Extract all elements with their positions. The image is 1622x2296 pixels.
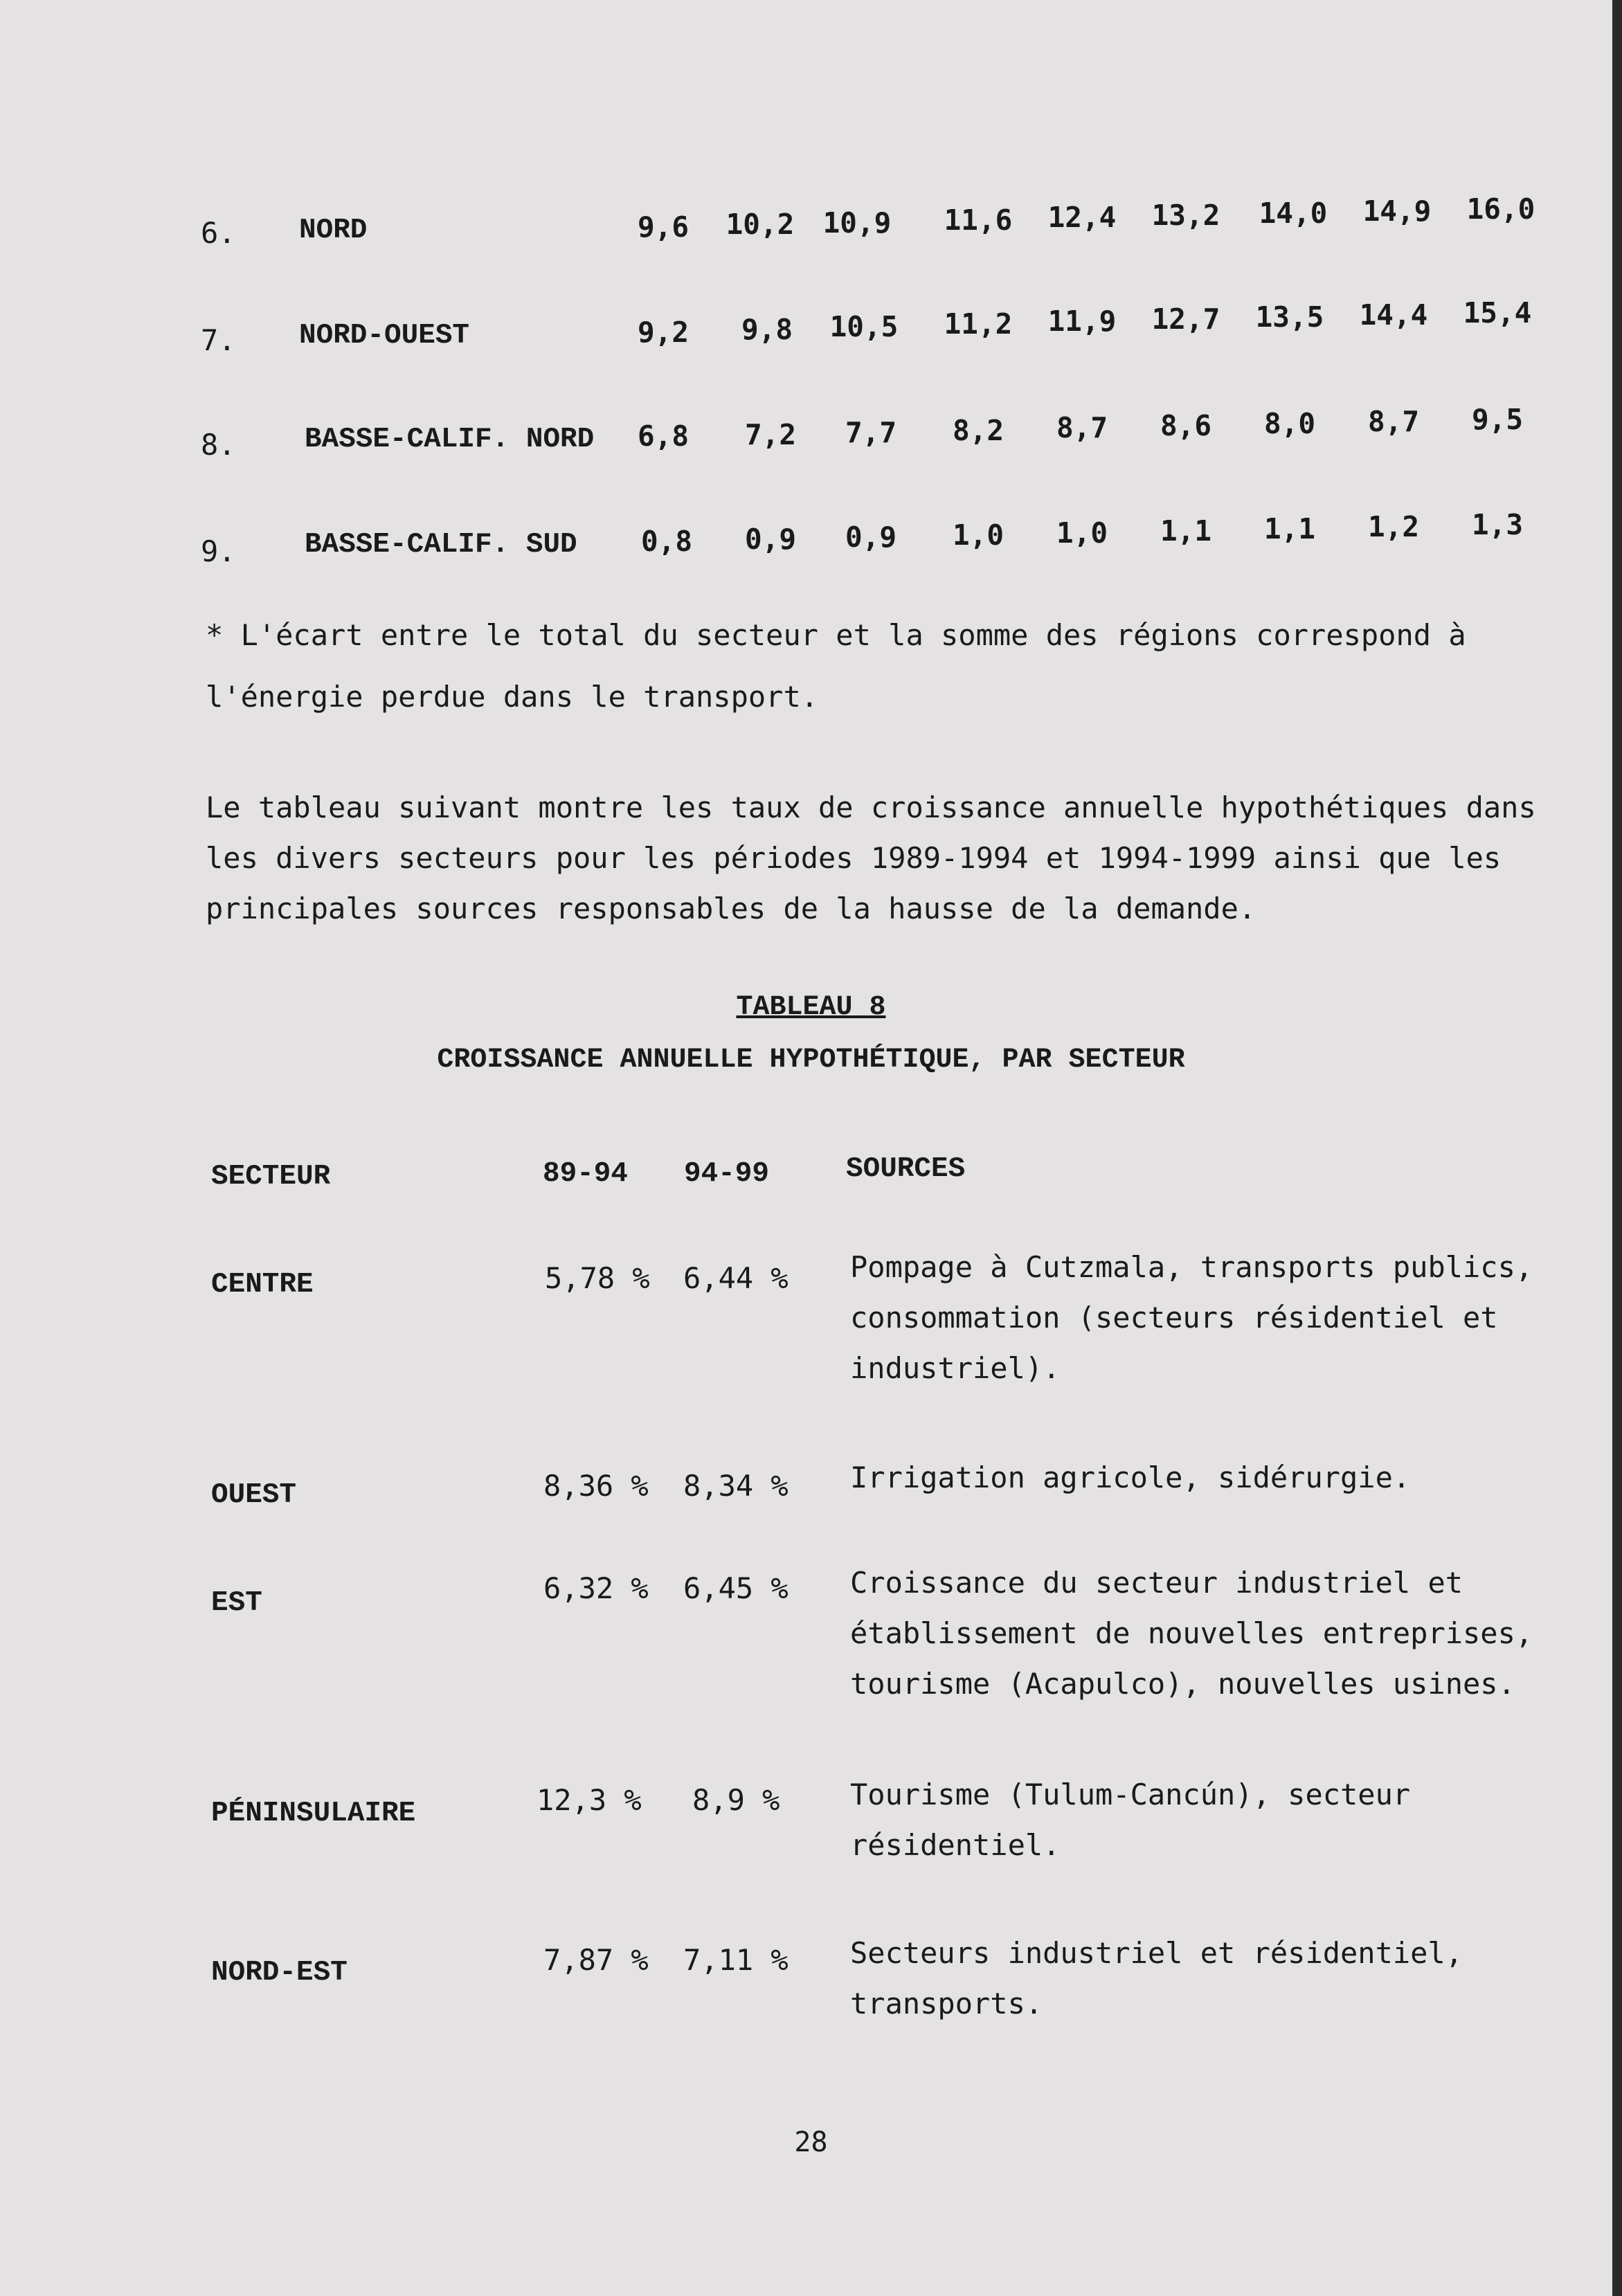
table-cell: 10,9 (822, 206, 892, 239)
rate-89-94: 8,36 % (543, 1469, 649, 1503)
row-number: 8. (201, 428, 236, 462)
table-cell: 14,4 (1359, 298, 1428, 332)
table-cell: 15,4 (1463, 296, 1532, 329)
source-line: Pompage à Cutzmala, transports publics, (850, 1250, 1533, 1284)
source-line: Secteurs industriel et résidentiel, (850, 1936, 1463, 1970)
paragraph-line: principales sources responsables de la hausse de la demande. (206, 892, 1256, 925)
table-cell: 9,2 (637, 316, 690, 349)
sector-name: CENTRE (211, 1269, 314, 1301)
rate-94-99: 6,44 % (683, 1261, 789, 1295)
table-cell: 1,1 (1263, 512, 1316, 545)
table-cell: 11,6 (944, 204, 1013, 237)
row-label: BASSE-CALIF. NORD (305, 424, 595, 455)
row-number: 7. (201, 323, 236, 357)
sector-name: PÉNINSULAIRE (211, 1798, 416, 1829)
table-cell: 0,9 (744, 523, 797, 556)
table-cell: 9,8 (741, 313, 793, 346)
rate-89-94: 5,78 % (545, 1261, 650, 1295)
table-cell: 6,8 (637, 419, 690, 453)
table-cell: 16,0 (1466, 192, 1535, 226)
column-header-secteur: SECTEUR (211, 1161, 331, 1193)
table-cell: 1,0 (1056, 516, 1108, 550)
source-line: résidentiel. (850, 1828, 1061, 1862)
table-cell: 12,7 (1151, 302, 1220, 336)
table-cell: 1,2 (1367, 510, 1420, 543)
rate-94-99: 8,34 % (683, 1469, 789, 1503)
table-cell: 8,0 (1263, 407, 1316, 440)
scan-edge (1612, 0, 1622, 2296)
table-cell: 11,9 (1047, 305, 1117, 338)
source-line: Tourisme (Tulum-Cancún), secteur (850, 1778, 1411, 1811)
row-label: NORD (299, 215, 368, 246)
table-cell: 8,6 (1160, 409, 1212, 442)
table-subtitle: CROISSANCE ANNUELLE HYPOTHÉTIQUE, PAR SECTEUR (437, 1045, 1185, 1076)
column-header-94-99: 94-99 (684, 1158, 770, 1190)
sector-name: OUEST (211, 1479, 297, 1511)
table-cell: 8,2 (952, 414, 1004, 447)
table-cell: 10,2 (726, 208, 795, 241)
footnote-line: l'énergie perdue dans le transport. (206, 680, 819, 714)
table-cell: 8,7 (1056, 411, 1108, 444)
rate-89-94: 12,3 % (537, 1783, 642, 1817)
table-cell: 1,3 (1471, 508, 1524, 541)
table-cell: 1,1 (1160, 514, 1212, 548)
table-title: TABLEAU 8 (736, 992, 886, 1023)
rate-94-99: 7,11 % (683, 1943, 789, 1977)
table-cell: 11,2 (944, 307, 1013, 341)
table-cell: 14,9 (1362, 195, 1432, 228)
row-label: NORD-OUEST (299, 320, 470, 352)
source-line: tourisme (Acapulco), nouvelles usines. (850, 1667, 1515, 1701)
row-label: BASSE-CALIF. SUD (305, 529, 577, 561)
source-line: établissement de nouvelles entreprises, (850, 1616, 1533, 1650)
table-cell: 7,2 (744, 418, 797, 451)
table-cell: 9,5 (1471, 403, 1524, 436)
footnote-line: * L'écart entre le total du secteur et la somme des régions correspond à (206, 618, 1466, 652)
table-cell: 8,7 (1367, 405, 1420, 438)
source-line: industriel). (850, 1351, 1061, 1385)
table-cell: 9,6 (637, 210, 690, 244)
source-line: Croissance du secteur industriel et (850, 1566, 1463, 1600)
rate-89-94: 6,32 % (543, 1571, 649, 1605)
column-header-89-94: 89-94 (543, 1158, 629, 1190)
paragraph-line: Le tableau suivant montre les taux de croissance annuelle hypothétiques dans (206, 790, 1536, 824)
rate-89-94: 7,87 % (543, 1943, 649, 1977)
page-number: 28 (794, 2126, 828, 2158)
table-cell: 12,4 (1047, 201, 1117, 234)
table-cell: 10,5 (829, 310, 899, 343)
rate-94-99: 8,9 % (692, 1783, 780, 1817)
row-number: 9. (201, 534, 236, 568)
paragraph-line: les divers secteurs pour les périodes 1989-1994 et 1994-1999 ainsi que les (206, 841, 1502, 875)
row-number: 6. (201, 216, 236, 250)
table-cell: 0,8 (640, 525, 693, 558)
table-cell: 1,0 (952, 518, 1004, 552)
rate-94-99: 6,45 % (683, 1571, 789, 1605)
table-cell: 13,5 (1255, 300, 1324, 334)
table-cell: 13,2 (1151, 199, 1220, 232)
sector-name: EST (211, 1587, 262, 1619)
source-line: Irrigation agricole, sidérurgie. (850, 1461, 1411, 1494)
source-line: transports. (850, 1987, 1043, 2021)
column-header-sources: SOURCES (846, 1153, 966, 1185)
source-line: consommation (secteurs résidentiel et (850, 1301, 1498, 1335)
sector-name: NORD-EST (211, 1957, 348, 1989)
table-cell: 14,0 (1259, 197, 1328, 230)
table-cell: 0,9 (845, 521, 897, 554)
table-cell: 7,7 (845, 416, 897, 449)
